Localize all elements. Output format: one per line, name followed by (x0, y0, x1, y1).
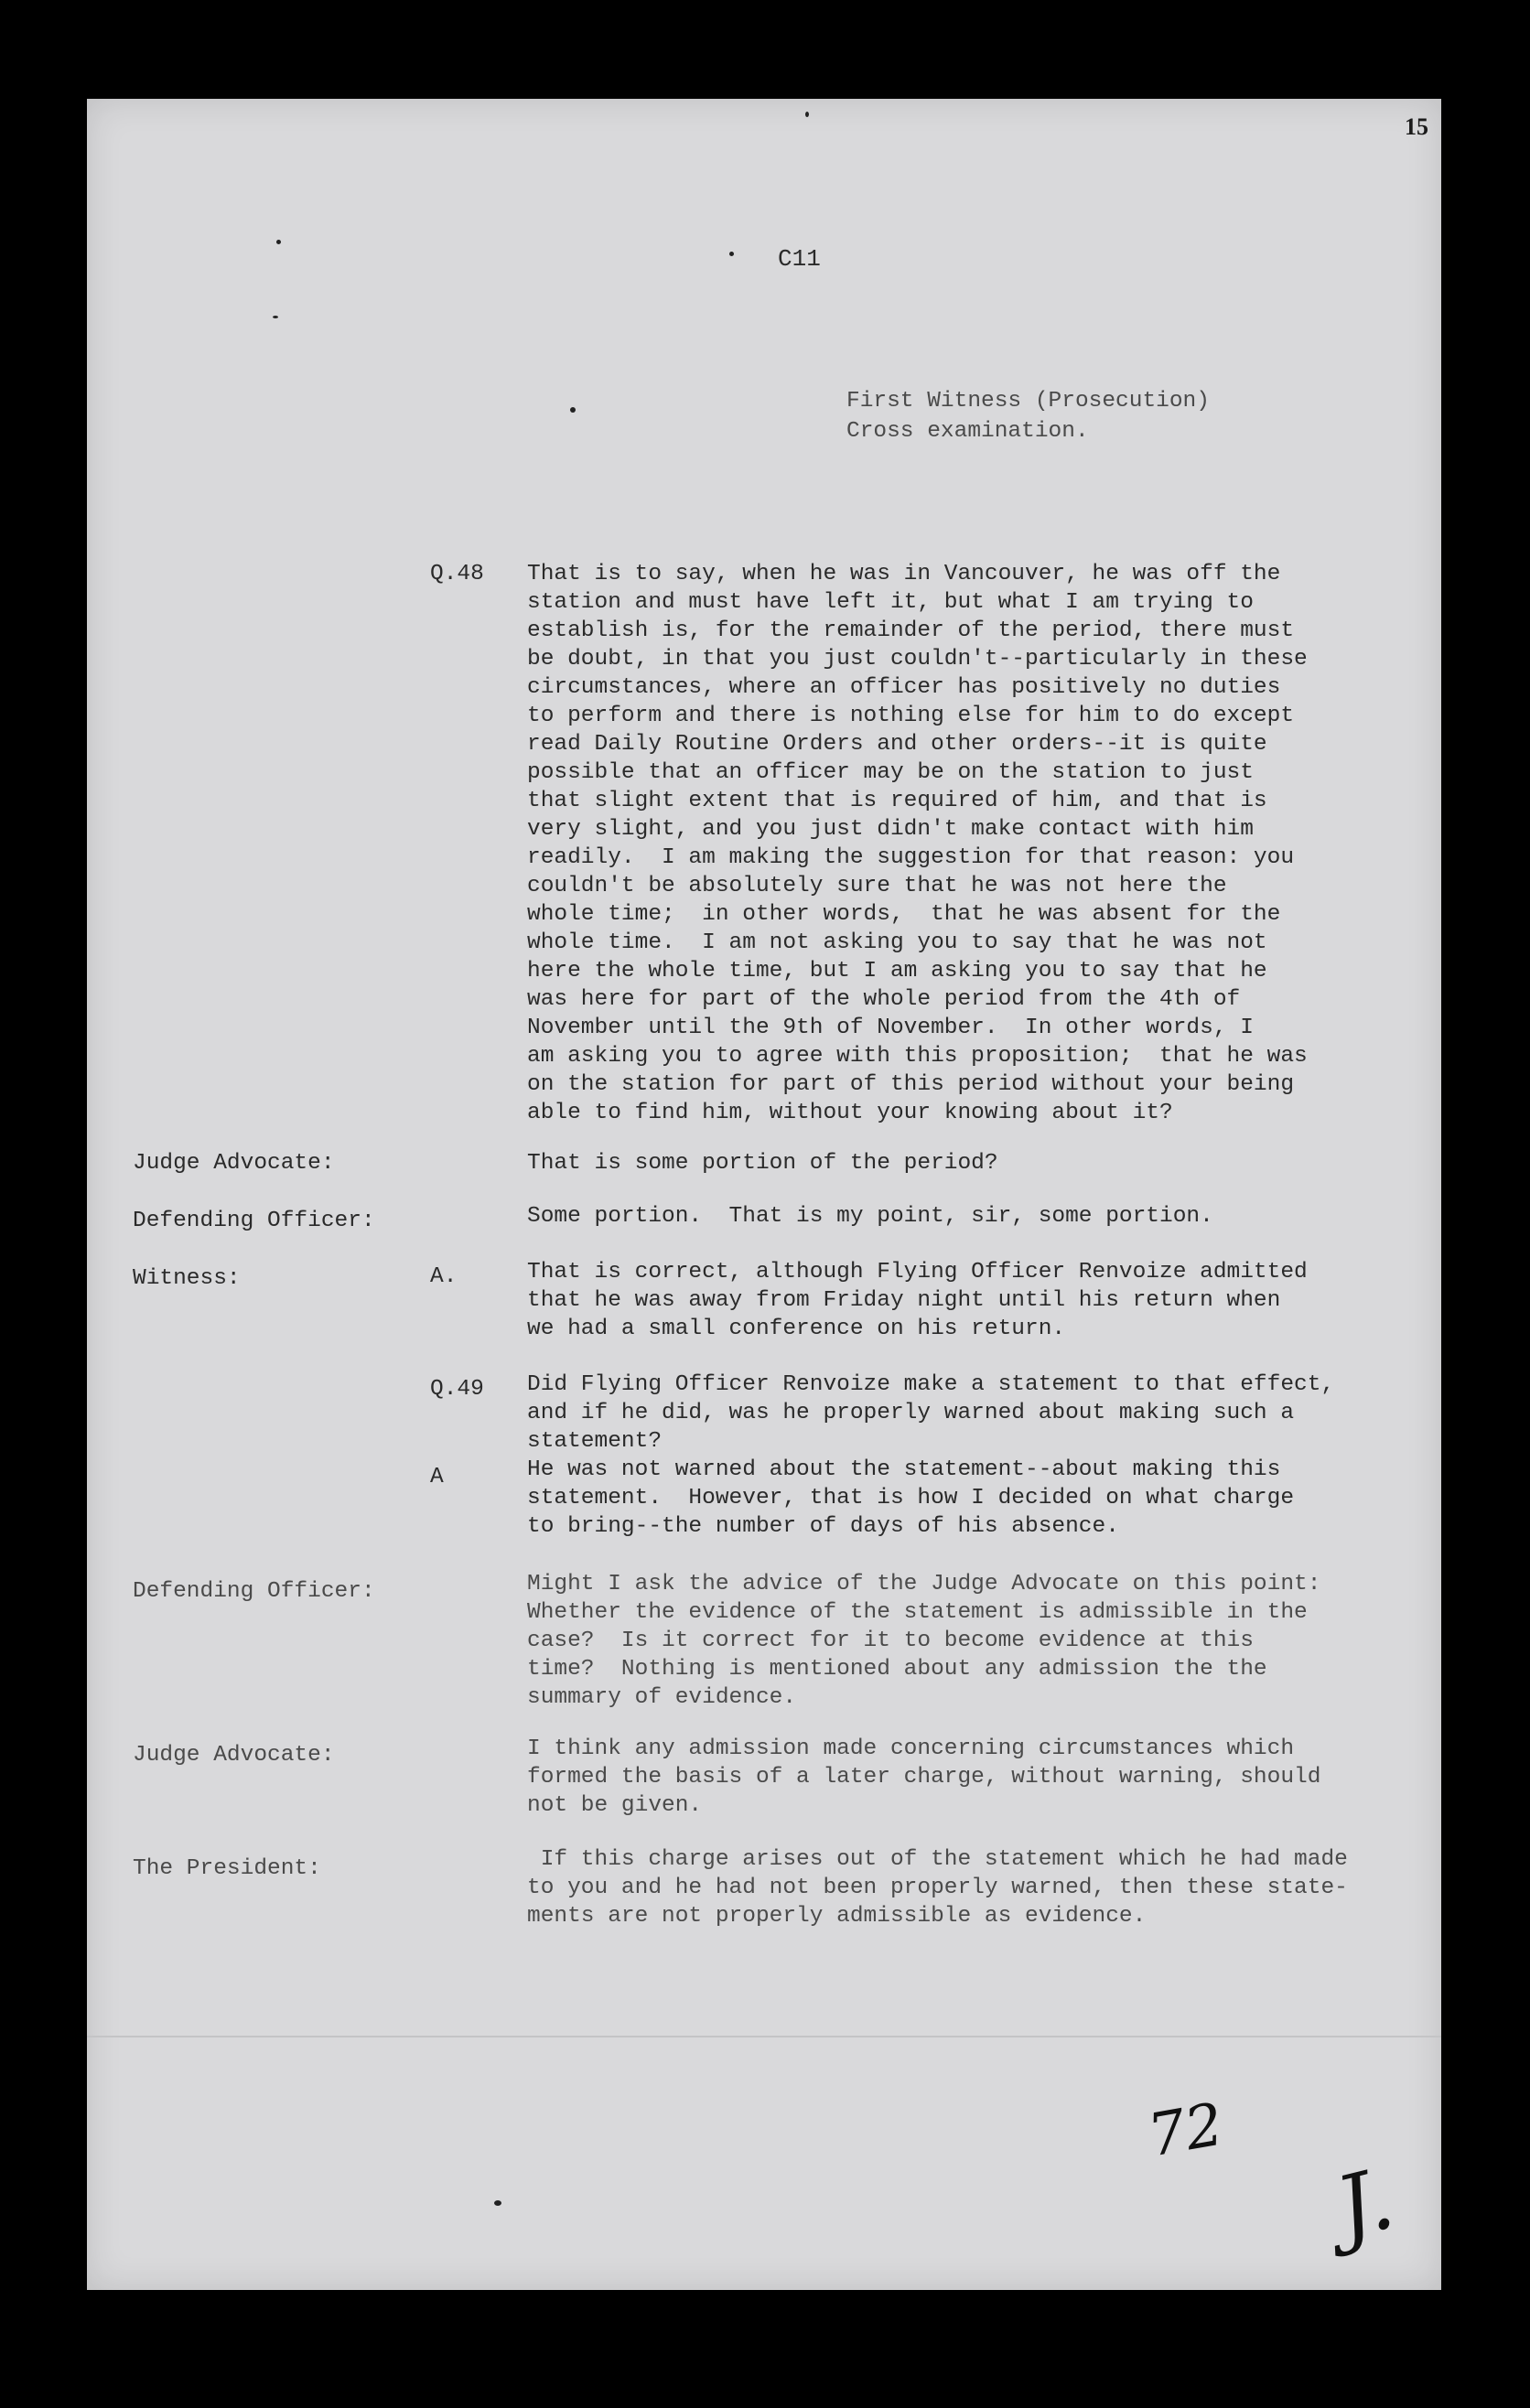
text-line: be doubt, in that you just couldn't--particularly in these (527, 647, 1308, 672)
text-line: If this charge arises out of the statement which he had made (527, 1847, 1348, 1872)
text-line: on the station for part of this period without your being (527, 1072, 1295, 1097)
text-line: that slight extent that is required of him, and that is (527, 789, 1267, 813)
page-fold-line (87, 2036, 1441, 2037)
text-line: here the whole time, but I am asking you to say that he (527, 959, 1267, 984)
speaker-label: Defending Officer: (133, 1579, 375, 1604)
text-line: we had a small conference on his return. (527, 1317, 1066, 1341)
text-line: statement. However, that is how I decided on what charge (527, 1486, 1295, 1510)
text-line: readily. I am making the suggestion for that reason: you (527, 845, 1295, 870)
text-line: able to find him, without your knowing about it? (527, 1101, 1173, 1125)
scan-speck (805, 112, 809, 117)
handwritten-initial: J. (1326, 2149, 1404, 2258)
text-line: statement? (527, 1429, 663, 1454)
text-line: station and must have left it, but what I am trying to (527, 590, 1254, 615)
page-number: 15 (1405, 113, 1428, 140)
text-line: and if he did, was he properly warned about making such a (527, 1401, 1295, 1425)
text-line: time? Nothing is mentioned about any admission the the (527, 1657, 1267, 1682)
text-line: summary of evidence. (527, 1685, 797, 1710)
question-number: Q.48 (430, 562, 484, 586)
text-line: Did Flying Officer Renvoize make a statement to that effect, (527, 1372, 1335, 1397)
scan-speck (570, 407, 576, 413)
text-line: am asking you to agree with this proposition; that he was (527, 1044, 1308, 1069)
text-line: read Daily Routine Orders and other orders--it is quite (527, 732, 1267, 757)
text-line: That is correct, although Flying Officer Renvoize admitted (527, 1260, 1308, 1285)
text-line: whole time. I am not asking you to say that he was not (527, 930, 1267, 955)
text-line: to perform and there is nothing else for him to do except (527, 704, 1295, 728)
speaker-label: Witness: (133, 1266, 241, 1291)
text-line: That is some portion of the period? (527, 1151, 998, 1176)
speaker-label: The President: (133, 1856, 321, 1881)
document-reference: C11 (778, 245, 821, 273)
text-line: to bring--the number of days of his absence. (527, 1514, 1119, 1539)
speech-text (527, 1735, 1320, 1820)
text-line: Might I ask the advice of the Judge Advocate on this point: (527, 1572, 1321, 1596)
scan-speck (494, 2200, 501, 2206)
handwritten-number: 72 (1143, 2091, 1229, 2171)
text-line: to you and he had not been properly warned, then these state- (527, 1876, 1348, 1900)
text-line: He was not warned about the statement--about making this (527, 1457, 1281, 1482)
text-line: whole time; in other words, that he was absent for the (527, 902, 1281, 927)
scan-speck (276, 240, 281, 244)
text-line: I think any admission made concerning circumstances which (527, 1736, 1295, 1761)
speech-text (527, 1149, 998, 1177)
speech-text (527, 1845, 1348, 1930)
text-line: that he was away from Friday night until his return when (527, 1288, 1281, 1313)
heading-line-2: Cross examination. (846, 419, 1089, 444)
document-page (87, 99, 1441, 2290)
heading-line-1: First Witness (Prosecution) (846, 389, 1210, 414)
text-line: was here for part of the whole period from the 4th of (527, 987, 1241, 1012)
answer-text (527, 1456, 1294, 1541)
speech-text (527, 1202, 1213, 1231)
text-line: not be given. (527, 1793, 703, 1818)
answer-number: A. (430, 1264, 458, 1289)
text-line: ments are not properly admissible as evidence. (527, 1904, 1147, 1929)
text-line: Some portion. That is my point, sir, some portion. (527, 1204, 1213, 1229)
text-line: Whether the evidence of the statement is admissible in the (527, 1600, 1308, 1625)
speaker-label: Judge Advocate: (133, 1743, 335, 1768)
question-number: Q.49 (430, 1377, 484, 1402)
scan-speck (273, 316, 278, 318)
question-text (527, 560, 1308, 1127)
speaker-label: Judge Advocate: (133, 1151, 335, 1176)
scan-speck (729, 252, 734, 256)
question-text (527, 1371, 1334, 1456)
text-line: very slight, and you just didn't make contact with him (527, 817, 1254, 842)
text-line: November until the 9th of November. In other words, I (527, 1016, 1254, 1040)
speaker-label: Defending Officer: (133, 1209, 375, 1233)
answer-number: A (430, 1465, 444, 1489)
speech-text (527, 1570, 1320, 1712)
text-line: couldn't be absolutely sure that he was not here the (527, 874, 1227, 898)
text-line: formed the basis of a later charge, without warning, should (527, 1765, 1321, 1790)
text-line: possible that an officer may be on the station to just (527, 760, 1254, 785)
text-line: establish is, for the remainder of the period, there must (527, 618, 1295, 643)
section-heading (846, 386, 1210, 446)
text-line: That is to say, when he was in Vancouver, he was off the (527, 562, 1281, 586)
text-line: case? Is it correct for it to become evidence at this (527, 1629, 1254, 1653)
text-line: circumstances, where an officer has positively no duties (527, 675, 1281, 700)
answer-text (527, 1258, 1308, 1343)
